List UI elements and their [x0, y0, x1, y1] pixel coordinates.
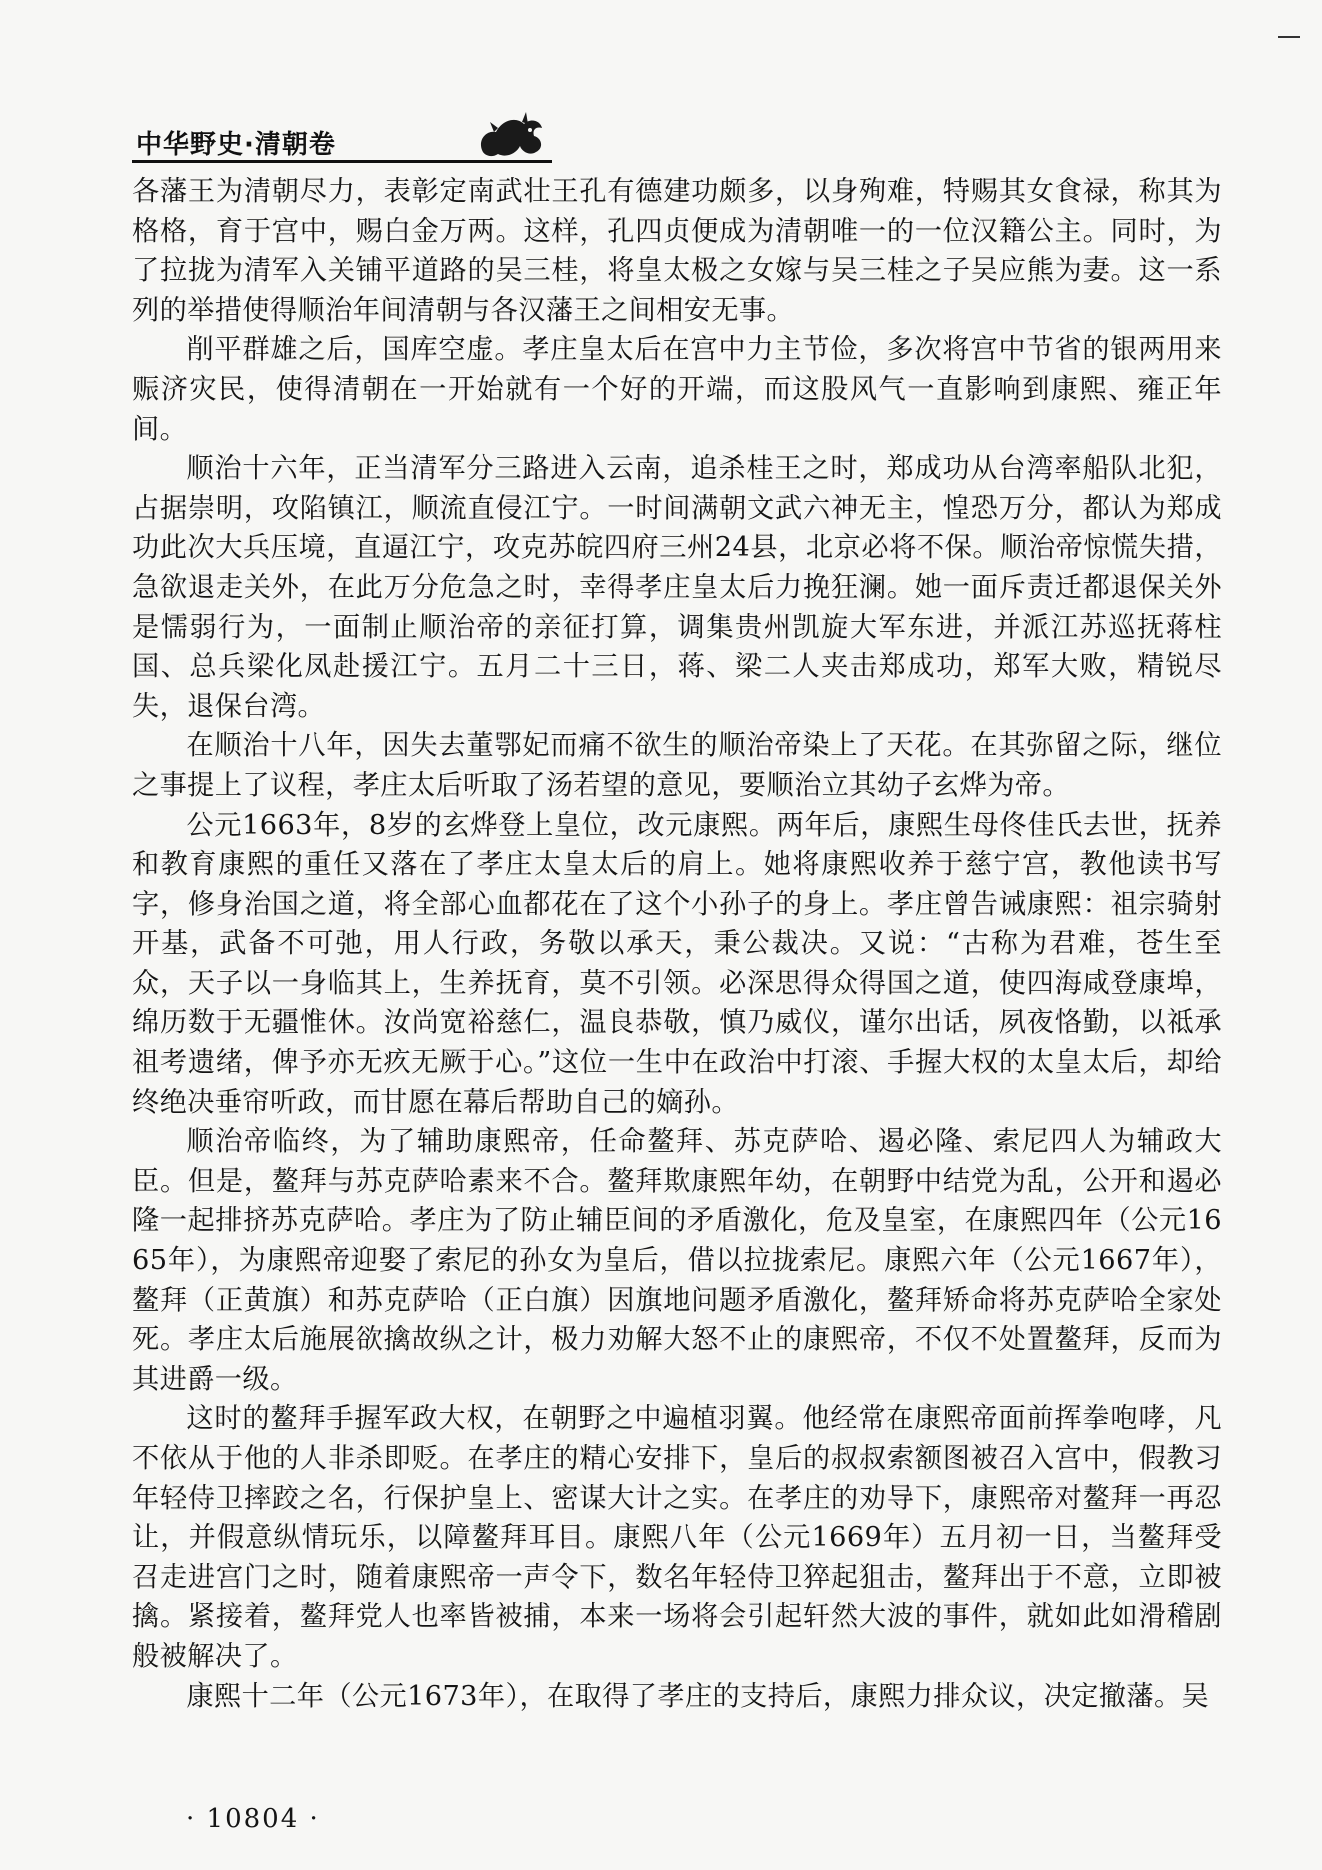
paragraph-7: 这时的鳌拜手握军政大权，在朝野之中遍植羽翼。他经常在康熙帝面前挥拳咆哮，凡不依从于他的人非杀即贬。在孝庄的精心安排下，皇后的叔叔索额图被召入宫中，假教习年轻侍卫摔跤之名，行保护皇上、密谋大计之实。在孝庄的劝导下，康熙帝对鳌拜一再忍让，并假意纵情玩乐，以障鳌拜耳目。康熙八年（公元1669年）五月初一日，当鳌拜受召走进宫门之时，随着康熙帝一声令下，数名年轻侍卫猝起狙击，鳌拜出于不意，立即被擒。紧接着，鳌拜党人也率皆被捕，本来一场将会引起轩然大波的事件，就如此如滑稽剧般被解决了。: [132, 1403, 1222, 1672]
paragraph-1: 各藩王为清朝尽力，表彰定南武壮王孔有德建功颇多，以身殉难，特赐其女食禄，称其为格格，育于宫中，赐白金万两。这样，孔四贞便成为清朝唯一的一位汉籍公主。同时，为了拉拢为清军入关铺平道路的吴三桂，将皇太极之女嫁与吴三桂之子吴应熊为妻。这一系列的举措使得顺治年间清朝与各汉藩王之间相安无事。: [132, 176, 1222, 326]
page-number: · 10804 ·: [186, 1804, 320, 1834]
paragraph-6: 顺治帝临终，为了辅助康熙帝，任命鳌拜、苏克萨哈、遏必隆、索尼四人为辅政大臣。但是，鳌拜与苏克萨哈素来不合。鳌拜欺康熙年幼，在朝野中结党为乱，公开和遏必隆一起排挤苏克萨哈。孝庄为了防止辅臣间的矛盾激化，危及皇室，在康熙四年（公元1665年），为康熙帝迎娶了索尼的孙女为皇后，借以拉拢索尼。康熙六年（公元1667年），鳌拜（正黄旗）和苏克萨哈（正白旗）因旗地问题矛盾激化，鳌拜矫命将苏克萨哈全家处死。孝庄太后施展欲擒故纵之计，极力劝解大怒不止的康熙帝，不仅不处置鳌拜，反而为其进爵一级。: [132, 1126, 1222, 1395]
page-edge-mark: [1278, 36, 1300, 38]
page-body: [132, 172, 1222, 1716]
paragraph-4: 在顺治十八年，因失去董鄂妃而痛不欲生的顺治帝染上了天花。在其弥留之际，继位之事提上了议程，孝庄太后听取了汤若望的意见，要顺治立其幼子玄烨为帝。: [132, 730, 1222, 801]
paragraph-3: 顺治十六年，正当清军分三路进入云南，追杀桂王之时，郑成功从台湾率船队北犯，占据崇明，攻陷镇江，顺流直侵江宁。一时间满朝文武六神无主，惶恐万分，都认为郑成功此次大兵压境，直逼江宁，攻克苏皖四府三州24县，北京必将不保。顺治帝惊慌失措，急欲退走关外，在此万分危急之时，幸得孝庄皇太后力挽狂澜。她一面斥责迁都退保关外是懦弱行为，一面制止顺治帝的亲征打算，调集贵州凯旋大军东进，并派江苏巡抚蒋柱国、总兵梁化凤赴援江宁。五月二十三日，蒋、梁二人夹击郑成功，郑军大败，精锐尽失，退保台湾。: [132, 453, 1222, 722]
dragon-emblem-icon: [472, 110, 548, 160]
paragraph-8: 康熙十二年（公元1673年），在取得了孝庄的支持后，康熙力排众议，决定撤藩。吴: [186, 1680, 1210, 1712]
running-title: 中华野史·清朝卷: [136, 130, 336, 160]
paragraph-5: 公元1663年，8岁的玄烨登上皇位，改元康熙。两年后，康熙生母佟佳氏去世，抚养和教育康熙的重任又落在了孝庄太皇太后的肩上。她将康熙收养于慈宁宫，教他读书写字，修身治国之道，将全部心血都花在了这个小孙子的身上。孝庄曾告诫康熙：祖宗骑射开基，武备不可弛，用人行政，务敬以承天，秉公裁决。又说：“古称为君难，苍生至众，天子以一身临其上，生养抚育，莫不引领。必深思得众得国之道，使四海咸登康埠，绵历数于无疆惟休。汝尚宽裕慈仁，温良恭敬，慎乃威仪，谨尔出话，夙夜恪勤，以祗承祖考遗绪，俾予亦无疚无厥于心。”这位一生中在政治中打滚、手握大权的太皇太后，却给终绝决垂帘听政，而甘愿在幕后帮助自己的嫡孙。: [132, 809, 1222, 1118]
header-rule: [132, 160, 552, 163]
paragraph-2: 削平群雄之后，国库空虚。孝庄皇太后在宫中力主节俭，多次将宫中节省的银两用来赈济灾民，使得清朝在一开始就有一个好的开端，而这股风气一直影响到康熙、雍正年间。: [132, 334, 1222, 445]
running-header: [132, 108, 552, 170]
